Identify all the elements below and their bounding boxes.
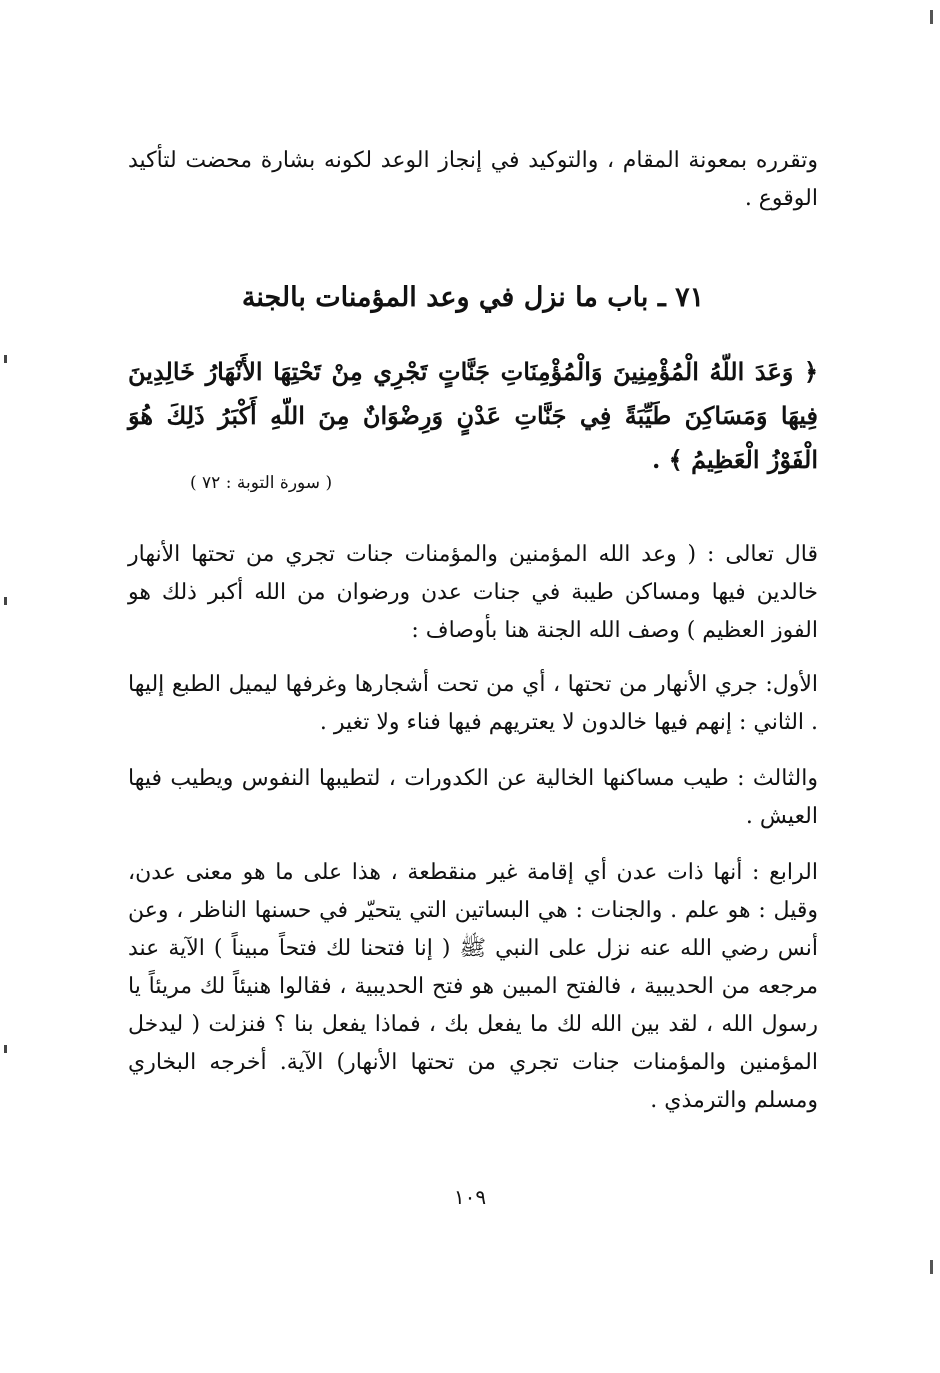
page-number: ١٠٩ <box>453 1185 487 1209</box>
commentary-paragraph-1: قال تعالى : ( وعد الله المؤمنين والمؤمنات جنات تجري من تحتها الأنهار خالدين فيها ومساكن طيبة في جنات عدن ورضوان من الله أكبر ذلك هو الفوز العظيم ) وصف الله الجنة هنا بأوصاف : <box>128 542 818 643</box>
commentary-paragraph-4: الرابع : أنها ذات عدن أي إقامة غير منقطعة ، هذا على ما هو معنى عدن، وقيل : هو علم . والجنات : هي البساتين التي يتحيّر في حسنها الناظر ، وعن أنس رضي الله عنه نزل على النبي ﷺ ( إنا فتحنا لك فتحاً مبيناً ) الآية عند مرجعه من الحديبية ، فالفتح المبين هو فتح الحديبية ، فقالوا هنيئاً لك مريئاً يا رسول الله ، لقد بين الله لك ما يفعل بك ، فماذا يفعل بنا ؟ فنزلت ( ليدخل المؤمنين والمؤمنات جنات تجري من تحتها الأنهار) الآية. أخرجه البخاري ومسلم والترمذي . <box>128 860 818 1113</box>
verse-reference: ( سورة التوبة : ٧٢ ) <box>190 473 333 493</box>
scan-edge-mark <box>4 1045 7 1053</box>
intro-paragraph: وتقرره بمعونة المقام ، والتوكيد في إنجاز الوعد لكونه بشارة محضت لتأكيد الوقوع . <box>128 148 818 211</box>
commentary-paragraph-2: الأول: جري الأنهار من تحتها ، أي من تحت أشجارها وغرفها ليميل الطبع إليها . الثاني : إنهم فيها خالدون لا يعتريهم فيها فناء ولا تغير . <box>128 672 818 735</box>
scan-edge-mark <box>930 10 933 24</box>
scan-edge-mark <box>930 1260 933 1274</box>
scan-edge-mark <box>4 597 7 605</box>
chapter-heading: ٧١ ـ باب ما نزل في وعد المؤمنات بالجنة <box>241 282 705 313</box>
commentary-paragraph-3: والثالث : طيب مساكنها الخالية عن الكدورات ، لتطيبها النفوس ويطيب فيها العيش . <box>128 766 818 829</box>
quran-verse: ﴿ وَعَدَ اللّهُ الْمُؤْمِنِينَ وَالْمُؤْمِنَاتِ جَنَّاتٍ تَجْرِي مِنْ تَحْتِهَا الأَنْهَارُ خَالِدِينَ فِيهَا وَمَسَاكِنَ طَيِّبَةً فِي جَنَّاتِ عَدْنٍ وَرِضْوَانٌ مِنَ اللّهِ أَكْبَرُ ذَلِكَ هُوَ الْفَوْزُ الْعَظِيمُ ﴾ . <box>128 357 818 474</box>
scan-edge-mark <box>4 355 7 363</box>
